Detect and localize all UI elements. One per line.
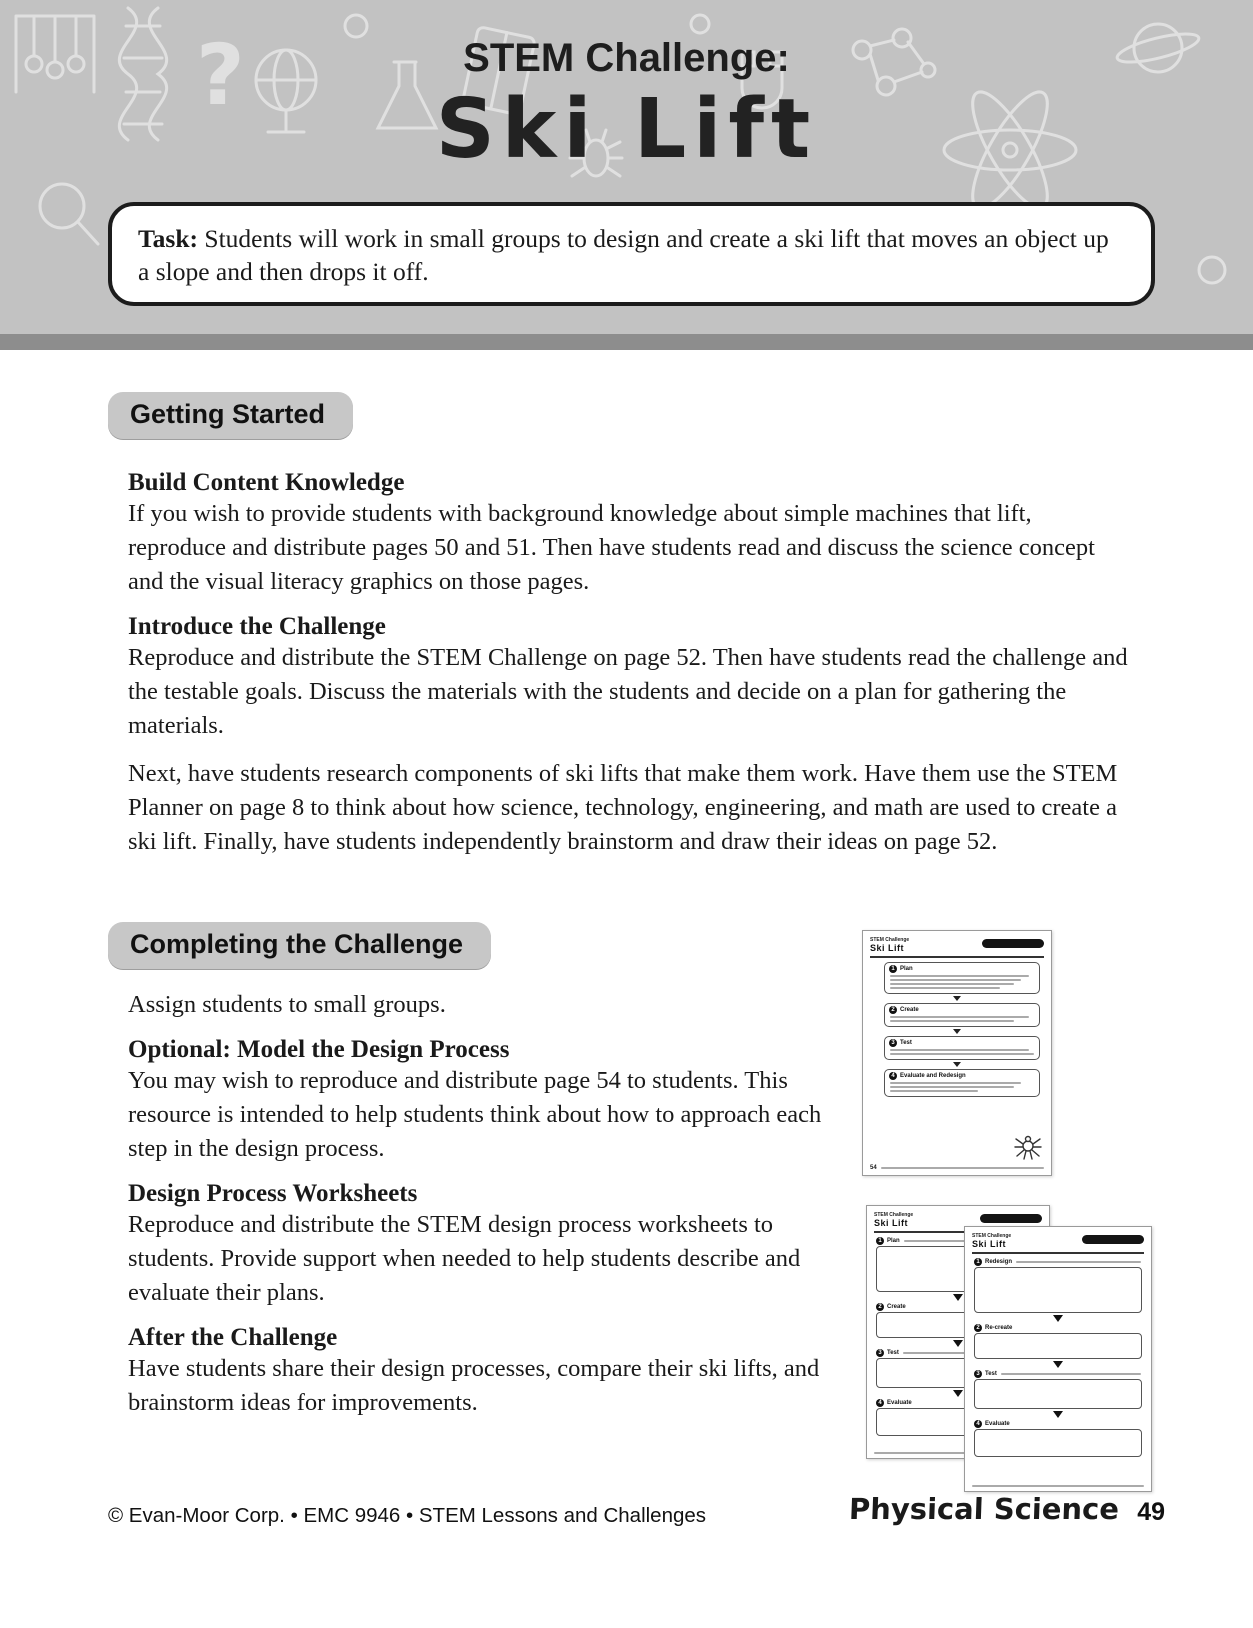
thumbnail-header [870, 937, 1044, 953]
spider-robot-icon [1013, 1131, 1043, 1161]
thumbnail-header: STEM Challenge Ski Lift [972, 1233, 1144, 1249]
down-arrow-icon [1053, 1411, 1063, 1418]
step-number-badge: 1 [889, 965, 897, 973]
getting-started-content [128, 455, 1128, 859]
subheading-introduce-the-challenge: Introduce the Challenge [128, 613, 386, 640]
section-heading-completing-the-challenge: Completing the Challenge [108, 922, 491, 969]
writing-box [974, 1267, 1142, 1313]
thumbnail-kicker: STEM Challenge [870, 937, 910, 943]
step-number-badge: 4 [889, 1072, 897, 1080]
subheading-build-content-knowledge: Build Content Knowledge [128, 469, 405, 496]
paragraph-research-components: Next, have students research components of ski lifts that make them work. Have them use the STEM Planner on page 8 to think about how science, technology, engineering, and math are used to create a ski lift. Finally, have students independently brainstorm and draw their ideas on page 52. [128, 760, 1118, 855]
footer-copyright: © Evan-Moor Corp. • EMC 9946 • STEM Lessons and Challenges [108, 1504, 707, 1527]
down-arrow-icon [953, 1029, 961, 1034]
thumbnail-step-create: 2 Create [884, 1003, 1040, 1027]
down-arrow-icon [953, 996, 961, 1001]
writing-box [974, 1379, 1142, 1409]
thumbnail-header-tab [982, 939, 1044, 948]
paragraph-assign-groups: Assign students to small groups. [128, 991, 446, 1018]
page-title: Ski Lift [435, 82, 818, 177]
thumbnail-step-evaluate-redesign: 4 Evaluate and Redesign [884, 1069, 1040, 1097]
down-arrow-icon [953, 1294, 963, 1301]
writing-box [974, 1429, 1142, 1457]
thumbnail-rule [870, 956, 1044, 958]
thumbnail-header: STEM Challenge Ski Lift [874, 1212, 1042, 1228]
worksheet-thumbnail-design-process-a: STEM Challenge Ski Lift 1 Plan 2 Create 3 Test 4 Evaluate [866, 1205, 1050, 1459]
subheading-optional-model-design-process: Optional: Model the Design Process [128, 1036, 510, 1063]
worksheet-thumbnail-design-process-model [862, 930, 1052, 1176]
footer-series-label: Physical Science [848, 1492, 1120, 1526]
thumbnail-step-test: 3 Test [884, 1036, 1040, 1060]
paragraph-introduce-the-challenge: Reproduce and distribute the STEM Challenge on page 52. Then have students read the challenge and the testable goals. Discuss the materials with the students and decide on a plan for gathering the materials. [128, 644, 1128, 739]
step-number-badge: 3 [889, 1039, 897, 1047]
svg-text:?: ? [196, 26, 245, 124]
subheading-after-the-challenge: After the Challenge [128, 1324, 338, 1351]
footer-page-number: 49 [1137, 1498, 1165, 1526]
header-kicker: STEM Challenge: [463, 36, 790, 80]
subheading-design-process-worksheets: Design Process Worksheets [128, 1180, 418, 1207]
task-label: Task: [138, 224, 199, 253]
paragraph-after-the-challenge: Have students share their design processes, compare their ski lifts, and brainstorm ideas for improvements. [128, 1355, 820, 1416]
thumbnail-title: Ski Lift [870, 943, 905, 953]
thumbnail-header-tab [980, 1214, 1042, 1223]
down-arrow-icon [953, 1340, 963, 1347]
thumbnail-rule [972, 1252, 1144, 1254]
writing-box [974, 1333, 1142, 1359]
down-arrow-icon [953, 1062, 961, 1067]
thumbnail-footer [972, 1485, 1144, 1487]
divider-strip [0, 334, 1253, 350]
paragraph-build-content-knowledge: If you wish to provide students with background knowledge about simple machines that lift, reproduce and distribute pages 50 and 51. Then have students read and discuss the science concept and the visual literacy graphics on those pages. [128, 500, 1095, 595]
section-heading-getting-started: Getting Started [108, 392, 353, 439]
task-box [108, 202, 1155, 306]
down-arrow-icon [1053, 1361, 1063, 1368]
thumbnail-header-tab [1082, 1235, 1144, 1244]
down-arrow-icon [1053, 1315, 1063, 1322]
completing-the-challenge-content [128, 988, 850, 1420]
paragraph-model-design-process: You may wish to reproduce and distribute page 54 to students. This resource is intended to help students think about how to approach each step in the design process. [128, 1067, 822, 1162]
task-text: Students will work in small groups to design and create a ski lift that moves an object up a slope and then drops it off. [138, 224, 1109, 286]
thumbnail-step-plan: 1 Plan [884, 962, 1040, 994]
thumbnail-footer: 54 [870, 1165, 1044, 1171]
step-number-badge: 2 [889, 1006, 897, 1014]
paragraph-design-process-worksheets: Reproduce and distribute the STEM design process worksheets to students. Provide support when needed to help students describe and evaluate their plans. [128, 1211, 801, 1306]
header-banner [0, 0, 1253, 334]
down-arrow-icon [953, 1390, 963, 1397]
worksheet-thumbnail-design-process-b: STEM Challenge Ski Lift 1 Redesign 2 Re-create 3 Test 4 Evaluate [964, 1226, 1152, 1492]
